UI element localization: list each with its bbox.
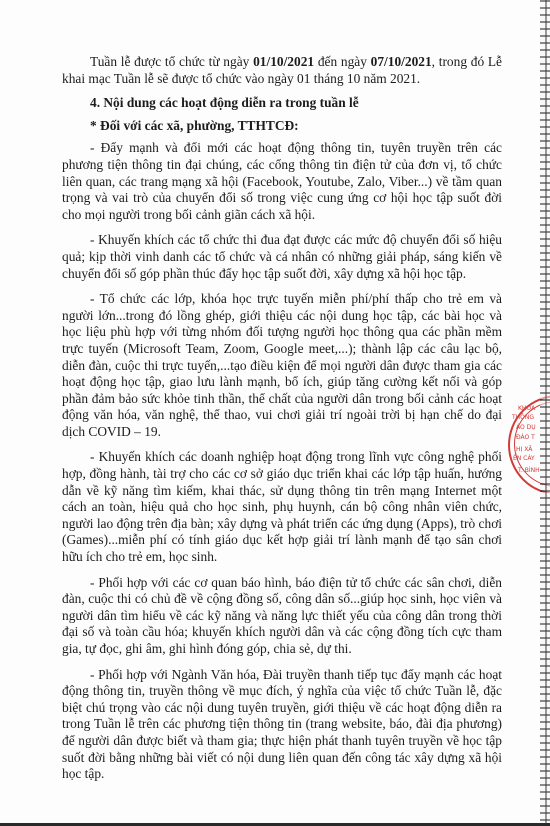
paragraph-6: - Phối hợp với Ngành Văn hóa, Đài truyền thanh tiếp tục đẩy mạnh các hoạt động thông tin, truyền thông về mục đích, ý nghĩa của việc tổ chức Tuần lễ, đặc biệt chú trọng vào các nội dung tuyên truyền, giới thiệu về các hoạt động diễn ra trong Tuần lễ trên các phương tiện thông tin (trang website, báo, đài địa phương) để người dân được biết và tham gia; thực hiện phát thanh tuyên truyền về học tập suốt đời bằng những bài viết có nội dung liên quan đến công tác xây dựng xã hội học tập. — [62, 666, 502, 782]
paragraph-3: - Tổ chức các lớp, khóa học trực tuyến miễn phí/phí thấp cho trẻ em và người lớn...trong đó lồng ghép, giới thiệu các nội dung học tập, các bài học và học liệu phù hợp với từng nhóm đối tượng người học thông qua các phần mềm trực tuyến (Microsoft Team, Zoom, Google meet,...); thành lập các câu lạc bộ, diễn đàn, cuộc thi trực tuyến,...tạo điều kiện để mọi người dân được tham gia các hoạt động học tập, giao lưu lành mạnh, bổ ích, giúp tăng cường kết nối và góp phần đảm bảo sức khỏe tinh thần, thể chất của người dân trong bối cảnh các hoạt động văn hóa, văn nghệ, thể thao, vui chơi giải trí ngoài trời bị hạn chế do đại dịch COVID – 19. — [62, 291, 502, 439]
intro-paragraph — [62, 54, 502, 87]
intro-prefix: Tuần lễ được tổ chức từ ngày — [90, 54, 254, 69]
paragraph-4: - Khuyến khích các doanh nghiệp hoạt động trong lĩnh vực công nghệ phối hợp, đồng hành, tài trợ cho các cơ sở giáo dục triển khai các lớp tập huấn, hướng dẫn về kỹ năng tìm kiếm, khai thác, sử dụng thông tin trên mạng Internet một cách an toàn, hiệu quả cho học sinh, phụ huynh, cán bộ công nhân viên chức, người lao động trên địa bàn; xây dựng và phát triển các ứng dụng (Apps), trò chơi (Games)...miễn phí có tính giáo dục kết hợp giải trí lành mạnh để tạo sân chơi hữu ích cho trẻ em, học sinh. — [62, 449, 502, 565]
intro-suffix: , trong đó Lễ khai mạc Tuần lễ sẽ được tổ chức vào ngày 01 tháng 10 năm 2021. — [62, 54, 502, 86]
stamp-line: THÔNG — [512, 414, 535, 421]
stamp-line: HỊ XÃ — [516, 446, 533, 453]
paragraph-1: - Đẩy mạnh và đổi mới các hoạt động thông tin, tuyên truyền trên các phương tiện thông tin đại chúng, các cổng thông tin điện tử của đơn vị, tổ chức liên quan, các trang mạng xã hội (Facebook, Youtube, Zalo, Viber...) về tầm quan trọng và vai trò của chuyển đổi số trong việc cung ứng cơ hội học tập suốt đời cho mọi người trong bối cảnh giãn cách xã hội. — [62, 140, 502, 222]
stamp-line: KHOA — [518, 405, 536, 412]
start-date: 01/10/2021 — [253, 54, 315, 69]
end-date: 07/10/2021 — [370, 54, 432, 69]
section-heading: 4. Nội dung các hoạt động diễn ra trong tuần lễ — [90, 95, 359, 111]
stamp-line: T. BÌNH — [518, 467, 540, 474]
stamp-line: ĐÀO T — [516, 434, 535, 441]
document-body — [62, 54, 502, 792]
intro-mid: đến ngày — [314, 54, 371, 69]
scan-right-border — [545, 0, 547, 826]
stamp-line: ẾN CÁY — [513, 455, 535, 462]
paragraph-2: - Khuyến khích các tổ chức thi đua đạt được các mức độ chuyển đổi số hiệu quả; kịp thời vinh danh các tổ chức và cá nhân có những giải pháp, sáng kiến về chuyển đổi số góp phần thúc đẩy học tập suốt đời, xây dựng xã hội học tập. — [62, 232, 502, 281]
paragraph-5: - Phối hợp với các cơ quan báo hình, báo điện tử tổ chức các sân chơi, diễn đàn, cuộc thi có chủ đề về cộng đồng số, công dân số...giúp học sinh, học viên và người dân tìm hiểu về các kỹ năng và năng lực thiết yếu của công dân trong thời đại số và toàn cầu hóa; khuyến khích người dân và các cộng đồng tích cực tham gia, tự đọc, ghi âm, ghi hình đóng góp, chia sẻ, dự thi. — [62, 574, 502, 656]
subsection-heading: * Đối với các xã, phường, TTHTCĐ: — [90, 117, 299, 133]
stamp-line: ÁO DỤ — [516, 424, 536, 431]
